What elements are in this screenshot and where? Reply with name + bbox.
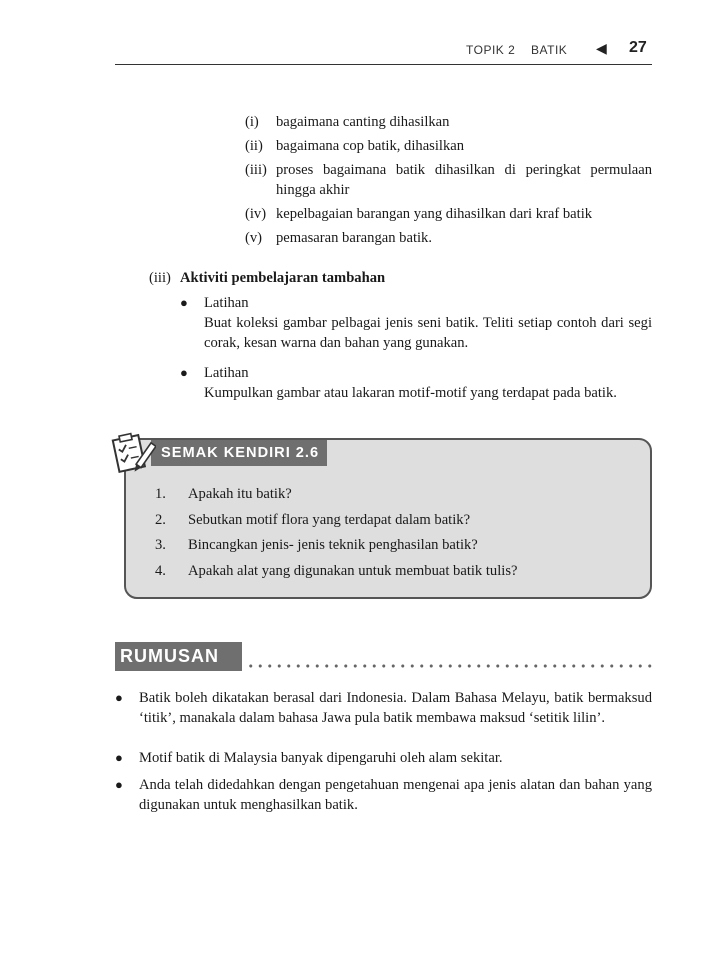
bullet-icon: ● bbox=[180, 365, 188, 380]
bullet-icon: ● bbox=[115, 777, 123, 792]
list-item-text: kepelbagaian barangan yang dihasilkan dari kraf batik bbox=[276, 206, 593, 222]
bullet-icon: ● bbox=[115, 750, 123, 765]
question-number: 4. bbox=[155, 562, 166, 579]
summary-item-text: Motif batik di Malaysia banyak dipengaruhi oleh alam sekitar. bbox=[139, 750, 503, 766]
list-item bbox=[245, 228, 652, 248]
list-item-text: bagaimana cop batik, dihasilkan bbox=[276, 138, 465, 154]
left-triangle-icon: ◀ bbox=[596, 40, 607, 56]
activity-item bbox=[180, 293, 652, 353]
question-text: Bincangkan jenis- jenis teknik penghasilan batik? bbox=[188, 537, 478, 553]
question-number: 3. bbox=[155, 537, 166, 553]
checklist-pencil-icon bbox=[106, 431, 156, 477]
question-item bbox=[155, 535, 645, 555]
list-item-number: (iii) bbox=[245, 162, 267, 178]
bullet-icon: ● bbox=[180, 295, 188, 310]
list-item bbox=[245, 204, 652, 224]
question-text: Sebutkan motif flora yang terdapat dalam batik? bbox=[188, 511, 471, 528]
summary-item-text: Anda telah didedahkan dengan pengetahuan mengenai apa jenis alatan dan bahan yang digunakan untuk menghasilkan batik. bbox=[139, 777, 652, 813]
summary-item bbox=[115, 748, 652, 768]
activity-item-label: Latihan bbox=[204, 365, 249, 381]
list-item bbox=[245, 160, 652, 200]
list-item-number: (v) bbox=[245, 230, 263, 246]
bullet-icon: ● bbox=[115, 690, 123, 705]
activity-item bbox=[180, 363, 652, 403]
topic-sublist bbox=[245, 112, 652, 252]
question-number: 2. bbox=[155, 511, 166, 528]
page-header bbox=[115, 40, 652, 65]
activity-heading bbox=[149, 268, 385, 288]
list-item bbox=[245, 136, 652, 156]
activity-item-text: Buat koleksi gambar pelbagai jenis seni batik. Teliti setiap contoh dari segi corak, kesan warna dan bahan yang gunakan. bbox=[204, 315, 652, 351]
question-item bbox=[155, 484, 645, 504]
activity-item-label: Latihan bbox=[204, 295, 249, 311]
list-item-text: pemasaran barangan batik. bbox=[276, 230, 432, 246]
list-item-number: (ii) bbox=[245, 138, 263, 154]
question-item bbox=[155, 510, 645, 530]
list-item-number: (i) bbox=[245, 114, 259, 130]
summary-item bbox=[115, 688, 652, 728]
list-item-text: bagaimana canting dihasilkan bbox=[276, 114, 450, 130]
list-item bbox=[245, 112, 652, 132]
question-item bbox=[155, 561, 645, 581]
summary-item bbox=[115, 775, 652, 815]
list-item-number: (iv) bbox=[245, 206, 267, 222]
activity-item-text: Kumpulkan gambar atau lakaran motif-motif yang terdapat pada batik. bbox=[204, 385, 617, 401]
activity-number: (iii) bbox=[149, 270, 171, 286]
dotted-divider bbox=[246, 664, 656, 668]
question-text: Apakah itu batik? bbox=[188, 486, 292, 502]
summary-heading: RUMUSAN bbox=[115, 642, 242, 671]
summary-item-text: Batik boleh dikatakan berasal dari Indonesia. Dalam Bahasa Melayu, batik bermaksud ‘titik’, manakala dalam bahasa Jawa pula batik membawa maksud ‘setitik lilin’. bbox=[139, 690, 652, 726]
question-number: 1. bbox=[155, 486, 166, 502]
activity-title: Aktiviti pembelajaran tambahan bbox=[180, 270, 386, 286]
question-text: Apakah alat yang digunakan untuk membuat batik tulis? bbox=[188, 562, 518, 579]
self-check-questions bbox=[155, 484, 645, 586]
page-number: 27 bbox=[629, 39, 647, 56]
header-chapter: BATIK bbox=[531, 43, 568, 57]
self-check-title: SEMAK KENDIRI 2.6 bbox=[151, 440, 327, 466]
list-item-text: proses bagaimana batik dihasilkan di peringkat permulaan hingga akhir bbox=[276, 162, 652, 198]
header-topic: TOPIK 2 bbox=[466, 43, 516, 57]
